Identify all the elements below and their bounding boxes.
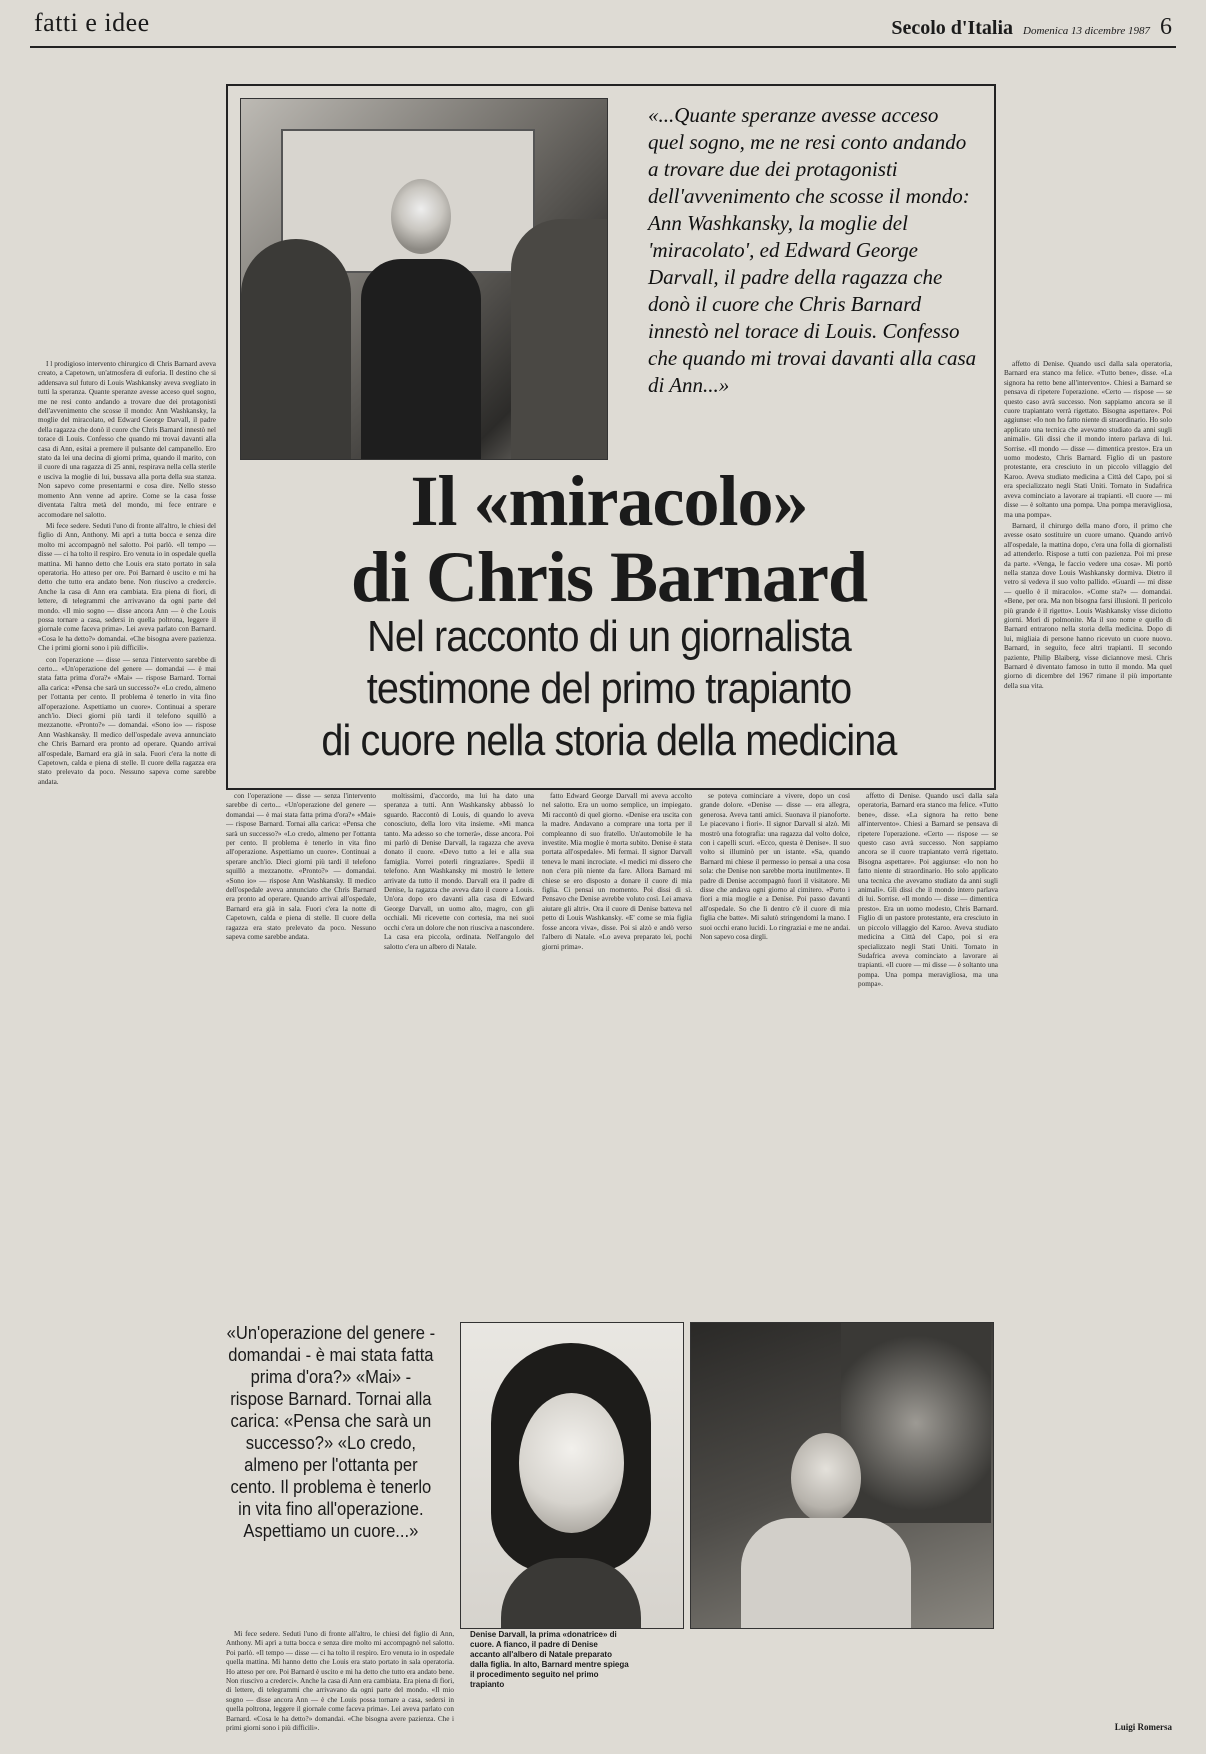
column-7-text: affetto di Denise. Quando uscì dalla sala operatoria, Barnard era stanco ma felice. «Tutto bene», disse. «La signora ha retto bene all'intervento». Chiesi a Barnard se pensava di ripetere l'operazione. «Certo — rispose — se questo caso avrà successo. Non sappiamo ancora se il cuore trapiantato verrà rigettato. Bisogna aspettare». Poi aggiunse: «Io non ho fatto niente di straordinario. Ho solo applicato una tecnica che avevamo studiato da anni sugli animali». Gli dissi che il mondo intero parlava di lui. Sorrise. «Il mondo — disse — dimentica presto». Era un uomo modesto, Chris Barnard. Figlio di un pastore protestante, era cresciuto in un piccolo villaggio del Karoo. Aveva studiato medicina a Città del Capo, poi si era specializzato negli Stati Uniti. Tornato in Sudafrica aveva cominciato a lavorare ai trapianti. «Il cuore — mi disse — è soltanto una pompa. Una pompa meravigliosa, ma una pompa».	[1004, 360, 1172, 519]
headline-line-2: di Chris Barnard	[350, 537, 868, 617]
pull-quote: «Un'operazione del genere - domandai - è mai stata fatta prima d'ora?» «Mai» - rispose Barnard. Tornai alla carica: «Pensa che sarà un successo?» «Lo credo, almeno per l'ottanta per cento. Il problema è tenerlo in vita fino all'operazione. Aspettiamo un cuore...»	[226, 1323, 436, 1541]
photo-figure-body	[361, 259, 481, 459]
subhead-line-2: testimone del primo trapianto	[366, 664, 852, 713]
portrait-shoulders	[501, 1558, 641, 1628]
masthead	[891, 14, 1172, 41]
header-rule	[30, 46, 1176, 48]
article-column-6	[858, 792, 998, 1317]
headline-line-1: Il «miracolo»	[410, 461, 808, 541]
byline: Luigi Romersa	[1114, 1722, 1172, 1732]
column-7-text-cont: Barnard, il chirurgo della mano d'oro, il primo che avesse osato sostituire un cuore umano. Quando arrivò all'ospedale, la mattina dopo, c'era una folla di giornalisti ad attenderlo. Rispose a tutti con pazienza. Poi mi prese da parte. «Venga, le faccio vedere una cosa». Mi portò nella stanza dove Louis Washkansky dormiva. Dietro il vetro si vedeva il suo volto pallido. «Guardi — mi disse — quello è il miracolo». «Come sta?» — domandai. «Bene, per ora. Ma non bisogna farsi illusioni. Il pericolo più grande è il rigetto». Louis Washkansky visse diciotto giorni. Morì di polmonite. Ma il suo nome e quello di Barnard entrarono nella storia della medicina. Dopo di lui, migliaia di persone hanno ricevuto un cuore nuovo. Barnard, in seguito, fece altri trapianti. Il secondo paziente, Philip Blaiberg, visse diciannove mesi. Chris Barnard è diventato famoso in tutto il mondo. Ma quel giorno di dicembre del 1967 rimane il più importante della sua vita.	[1004, 521, 1172, 690]
subhead-line-1: Nel racconto di un giornalista	[367, 612, 851, 661]
paper-name: Secolo d'Italia	[891, 17, 1014, 39]
column-1-text-cont2: con l'operazione — disse — senza l'intervento sarebbe di certo... «Un'operazione del genere — domandai — è mai stata fatta prima d'ora?» «Mai» — rispose Barnard. Tornai alla carica: «Pensa che sarà un successo?» «Lo credo, almeno per l'ottanta per cento. Il problema è tenerlo in vita fino all'operazione. Aspettiamo un cuore». Continuai a sperare anch'io. Dieci giorni più tardi il telefono squillò a mezzanotte. «Pronto?» — domandai. «Sono io» — rispose Ann Washkansky. Il medico dell'ospedale aveva annunciato che Chris Barnard era pronto ad operare. Quando arrivai all'ospedale, Barnard era già in sala. Fuori c'era la notte di Capetown, calda e piena di stelle. Il cuore della ragazza era stato prelevato da poco. Nessuno sapeva come sarebbe andata.	[38, 655, 216, 786]
article-column-1	[38, 360, 216, 1750]
barnard-photo	[240, 98, 608, 460]
column-4-text: fatto Edward George Darvall mi aveva accolto nel salotto. Era un uomo semplice, un impiegato. Mi raccontò di quel giorno. «Denise era uscita con la madre. Andavano a comprare una torta per il compleanno di suo fratello. Un'automobile le ha investite. Mia moglie è morta subito. Denise è stata portata all'ospedale». Mi fermai. Il signor Darvall teneva le mani incrociate. «I medici mi dissero che non c'era più niente da fare. Allora Barnard mi chiese se ero disposto a donare il cuore di mia figlia. Ci pensai un momento. Poi dissi di sì. Pensavo che Denise avrebbe voluto così. Lei amava aiutare gli altri». Ora il cuore di Denise batteva nel petto di Louis Washkansky. «E' come se mia figlia fosse ancora viva», disse. Poi si alzò e andò verso l'albero di Natale. «Lo aveva preparato lei, pochi giorni prima».	[542, 792, 692, 951]
lead-quote: «...Quante speranze avesse acceso quel sogno, me ne resi conto andando a trovare due dei protagonisti dell'avvenimento che scosse il mondo: Ann Washkansky, la moglie del 'miracolato', ed Edward George Darvall, il padre della ragazza che donò il cuore che Chris Barnard innestò nel torace di Louis. Confesso che quando mi trovai davanti alla casa di Ann...»	[648, 103, 977, 397]
column-5-text: se poteva cominciare a vivere, dopo un così grande dolore. «Denise — disse — era allegra, generosa. Aveva tanti amici. Suonava il pianoforte. Le piacevano i fiori». Il signor Darvall si alzò. Mi mostrò una fotografia: una ragazza dal volto dolce, con i capelli scuri. «Ecco, questa è Denise». Il suo volto si illuminò per un istante. «Sa, quando Barnard mi chiese il permesso io pensai a una cosa sola: che Denise non sarebbe morta inutilmente». Il padre di Denise accompagnò fuori il visitatore. Mi disse che andava ogni giorno al cimitero. «Porto i fiori a mia moglie e a Denise. Poi passo davanti all'ospedale. So che lì dentro c'è il cuore di mia figlia che batte». Mi salutò stringendomi la mano. I suoi occhi erano lucidi. Lo ringraziai e me ne andai. Non sapevo cosa dirgli.	[700, 792, 850, 942]
issue-date: Domenica 13 dicembre 1987	[1023, 25, 1150, 37]
article-column-3	[384, 792, 534, 1317]
darvall-shirt	[741, 1518, 911, 1628]
denise-portrait	[460, 1322, 684, 1629]
column-2-text: con l'operazione — disse — senza l'intervento sarebbe di certo... «Un'operazione del genere — domandai — è mai stata fatta prima d'ora?» «Mai» — rispose Barnard. Tornai alla carica: «Pensa che sarà un successo?» «Lo credo, almeno per l'ottanta per cento. Il problema è tenerlo in vita fino all'operazione. Aspettiamo un cuore». Continuai a sperare anch'io. Dieci giorni più tardi il telefono squillò a mezzanotte. «Pronto?» — domandai. «Sono io» — rispose Ann Washkansky. Il medico dell'ospedale aveva annunciato che Chris Barnard era pronto ad operare. Quando arrivai all'ospedale, Barnard era già in sala. Fuori c'era la notte di Capetown, calda e piena di stelle. Il cuore della ragazza era stato prelevato da poco. Nessuno sapeva come sarebbe andata.	[226, 792, 376, 942]
darvall-photo	[690, 1322, 994, 1629]
subhead-line-3: di cuore nella storia della medicina	[321, 716, 897, 765]
column-2-bottom-text: Mi fece sedere. Seduti l'uno di fronte all'altro, le chiesi del figlio di Ann, Anthony. Mi aprì a tutta bocca e senza dire molto mi accompagnò nel salotto. Poi parlò. «Il tempo — disse — ci ha tolto il respiro. Ero venuta io in ospedale quella mattina. Mi hanno detto che Louis era stato portato in sala operatoria. Ho atteso per ore. Poi Barnard è uscito e mi ha detto che tutto era andato bene. Non riuscivo a crederci». Anche la casa di Ann era cambiata. Era piena di fiori, di lettere, di telegrammi che arrivavano da ogni parte del mondo. «Il mio sogno — disse ancora Ann — è che Louis possa tornare a casa, sedersi in quella poltrona, leggere il giornale come faceva prima». Lei aveva parlato con Barnard. «Cosa le ha detto?» domandai. «Che bisogna avere pazienza. Che i primi giorni sono i più difficili».	[226, 1630, 454, 1733]
photo-figure-right	[511, 219, 607, 459]
section-title: fatti e idee	[34, 8, 150, 37]
portrait-face	[519, 1393, 624, 1533]
column-1-text: I l prodigioso intervento chirurgico di Chris Barnard aveva creato, a Capetown, un'atmosfera di euforia. Il destino che si addensava sul futuro di Louis Washkansky aveva svegliato in tutti la speranza. Quante speranze avesse acceso quel sogno, me ne resi conto andando a trovare due dei protagonisti dell'avvenimento che scosse il mondo: Ann Washkansky, la moglie del miracolato, ed Edward George Darvall, il padre della ragazza che donò il cuore che Chris Barnard innestò nel torace di Louis. Confesso che quando mi trovai davanti alla casa di Ann, esitai a premere il pulsante del campanello. Ero stato da lei una decina di giorni prima, quando il marito, con il cuore di una ragazza di 25 anni, respirava nella cella sterile e usciva la moglie di lui, bussava alla porta della sua stanza. Non sapevo come presentarmi e cosa dire. Nello stesso momento Ann venne ad aprire. Come se la casa fosse diventata l'altra metà del mondo, mi fece entrare e accomodare nel salotto.	[38, 360, 216, 519]
column-6-text: affetto di Denise. Quando uscì dalla sala operatoria, Barnard era stanco ma felice. «Tutto bene», disse. «La signora ha retto bene all'intervento». Chiesi a Barnard se pensava di ripetere l'operazione. «Certo — rispose — se questo caso avrà successo. Non sappiamo ancora se il cuore trapiantato verrà rigettato. Bisogna aspettare». Poi aggiunse: «Io non ho fatto niente di straordinario. Ho solo applicato una tecnica che avevamo studiato da anni sugli animali». Gli dissi che il mondo intero parlava di lui. Sorrise. «Il mondo — disse — dimentica presto». Era un uomo modesto, Chris Barnard. Figlio di un pastore protestante, era cresciuto in un piccolo villaggio del Karoo. Aveva studiato medicina a Città del Capo, poi si era specializzato negli Stati Uniti. Tornato in Sudafrica aveva cominciato a lavorare ai trapianti. «Il cuore — mi disse — è soltanto una pompa. Una pompa meravigliosa, ma una pompa».	[858, 792, 998, 989]
column-1-text-cont: Mi fece sedere. Seduti l'uno di fronte all'altro, le chiesi del figlio di Ann, Anthony. Mi aprì a tutta bocca e senza dire molto mi accompagnò nel salotto. Poi parlò. «Il tempo — disse — ci ha tolto il respiro. Ero venuta io in ospedale quella mattina. Mi hanno detto che Louis era stato portato in sala operatoria. Ho atteso per ore. Poi Barnard è uscito e mi ha detto che tutto era andato bene. Non riuscivo a crederci». Anche la casa di Ann era cambiata. Era piena di fiori, di lettere, di telegrammi che arrivavano da ogni parte del mondo. «Il mio sogno — disse ancora Ann — è che Louis possa tornare a casa, sedersi in quella poltrona, leggere il giornale come faceva prima». Lei aveva parlato con Barnard. «Cosa le ha detto?» domandai. «Che bisogna avere pazienza. Che i primi giorni sono i più difficili».	[38, 521, 216, 653]
column-3-text: moltissimi, d'accordo, ma lui ha dato una speranza a tutti. Ann Washkansky abbassò lo sguardo. Raccontò di Louis, di quando lo aveva conosciuto, della loro vita insieme. «Mi manca tanto. Ma adesso so che tornerà», disse ancora. Poi mi parlò di Denise Darvall, la ragazza che aveva donato il cuore. «Devo tutto a lei e alla sua famiglia. Vorrei poterli ringraziare». Spedii il telefono. Ann Washkansky mi mostrò le lettere arrivate da tutto il mondo. Darvall era il padre di Denise, la ragazza che aveva dato il cuore a Louis. Un'ora dopo ero davanti alla casa di Edward George Darvall, un uomo alto, magro, con gli occhiali. Mi ricevette con cortesia, ma nei suoi occhi c'era un dolore che non riusciva a nascondere. La casa era piccola, ordinata. Nell'angolo del salotto c'era un albero di Natale.	[384, 792, 534, 951]
article-column-5	[700, 792, 850, 1317]
article-column-7	[1004, 360, 1172, 1710]
article-column-2-bottom	[226, 1630, 454, 1740]
photo-figure-head	[391, 179, 451, 254]
darvall-face	[791, 1433, 861, 1523]
christmas-tree	[841, 1323, 991, 1523]
page-number: 6	[1160, 14, 1172, 40]
photo-caption: Denise Darvall, la prima «donatrice» di cuore. A fianco, il padre di Denise accanto all'albero di Natale preparato dalla figlia. In alto, Barnard mentre spiega il procedimento seguito nel primo trapianto	[470, 1630, 629, 1689]
photo-figure-back	[241, 239, 351, 459]
article-column-4	[542, 792, 692, 1317]
article-column-2	[226, 792, 376, 1317]
